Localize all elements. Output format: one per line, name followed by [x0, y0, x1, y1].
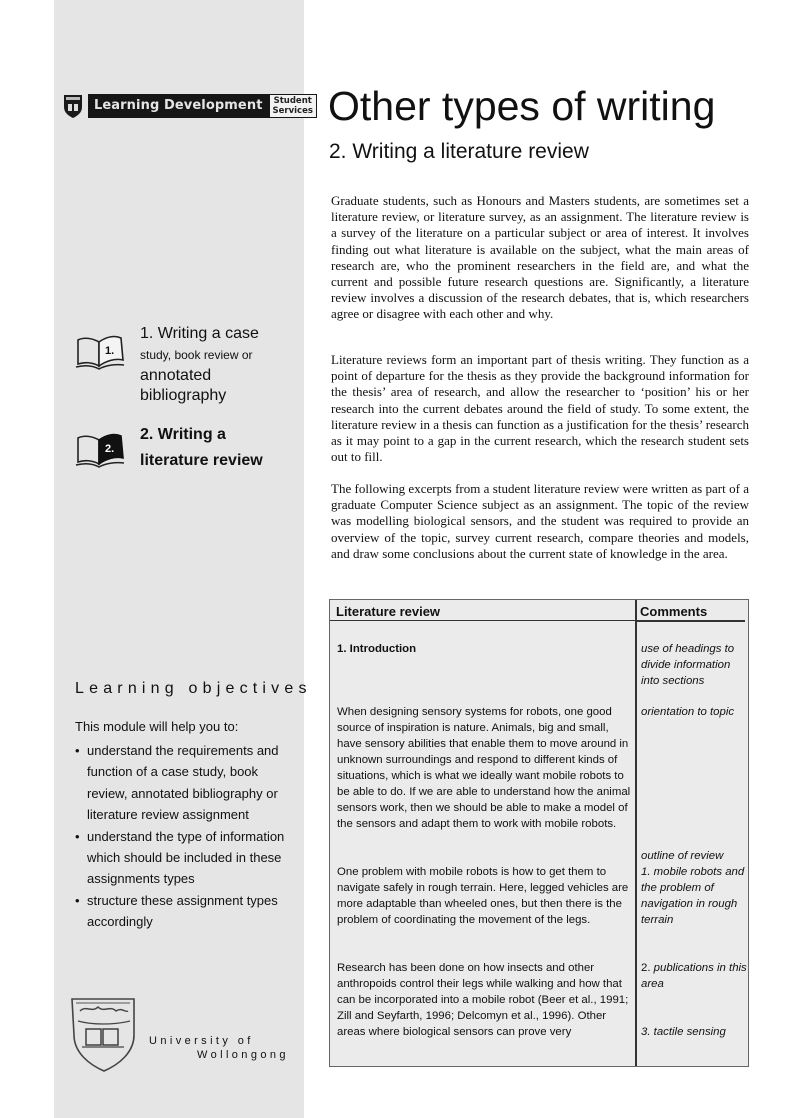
literature-review-table	[329, 599, 749, 1067]
module-1-line2: study, book review or	[140, 348, 253, 362]
objective-item: • understand the requirements and function of a case study, book review, annotated bibliography or literature review assignment	[75, 740, 300, 826]
page-title: Other types of writing	[328, 83, 716, 129]
column-header-comments: Comments	[640, 604, 708, 619]
intro-paragraph-3: The following excerpts from a student literature review were written as part of a graduate Computer Science subject as an assignment. The topic of the review was modelling biological sensors, and the student was required to provide an overview of the topic, survey current research, compare theories and models, and draw some conclusions about the current state of knowledge in the area.	[331, 481, 749, 561]
table-row-1-comment: use of headings to divide information into sections	[641, 643, 735, 687]
module-1-line4: bibliography	[140, 387, 227, 404]
column-header-literature-review: Literature review	[336, 604, 441, 619]
logo-main-text: Learning Development	[88, 94, 269, 118]
learning-development-logo	[62, 92, 317, 120]
table-row-4-comment-number: 2.	[641, 962, 651, 974]
university-name	[149, 1034, 289, 1062]
logo-sub-line1: Student	[273, 96, 312, 106]
logo-sub-line2: Services	[272, 106, 313, 116]
svg-text:1.: 1.	[105, 345, 115, 357]
sidebar	[54, 0, 304, 1118]
table-row-3-comment: 1. mobile robots and the problem of navigation in rough terrain	[641, 866, 745, 926]
module-2-line1: 2. Writing a	[140, 426, 226, 443]
svg-text:2.: 2.	[105, 443, 115, 455]
table-row-4-comment-text: publications in this area	[641, 962, 747, 990]
table-row-4-comment	[641, 960, 751, 992]
shield-crest-icon	[62, 93, 84, 119]
table-row-2-text: When designing sensory systems for robots, one good source of inspiration is nature. Animals, big and small, have sensory abilities that enable them to move around in unknown surroundings and respond to different kinds of situations, which is what we ideally want mobile robots to be able to do. If we are able to understand how the animal sensors work, then we should be able to make a model of the sensors and adapt them to work with mobile robots.	[337, 706, 631, 830]
learning-objectives-title: Learning objectives	[75, 680, 312, 697]
objective-item: • structure these assignment types accordingly	[75, 890, 300, 933]
module-1-line3: annotated	[140, 367, 212, 384]
intro-paragraph-1: Graduate students, such as Honours and Masters students, are sometimes set a literature review, or literature survey, as an assignment. The literature review is a survey of the literature on a particular subject or area of interest. It involves finding out what literature is available on the subject, what the main areas of research are, who the prominent researchers in the field are, and what the current and possible future research questions are. Significantly, a literature review involves a discussion of the research debates, that is, which researchers agree or disagree with each other and why.	[331, 193, 749, 322]
table-row-3-comment-title: outline of review	[641, 850, 724, 862]
column-divider	[635, 600, 637, 1066]
table-row-4-text: Research has been done on how insects and other anthropoids control their legs while walking and how that can be incorporated into a mobile robot (Beer et al., 1991; Zill and Seyfarth, 1996; Delcomyn et al., 1996). Other areas where biological sensors can prove very	[337, 962, 629, 1038]
logo-sub-text	[269, 94, 317, 118]
header-underline-comments	[637, 620, 745, 622]
page-subtitle: 2. Writing a literature review	[329, 140, 589, 163]
intro-paragraph-2: Literature reviews form an important part of thesis writing. They function as a point of departure for the thesis as they provide the background information for the thesis’ area of research, and allow the researcher to ‘position’ his or her research into the current debates around the field of study. To some extent, the literature review in a thesis can function as a justification for the thesis’ research as it may point to a gap in the current research, which the research student sets out to fill.	[331, 352, 749, 465]
module-nav-item-1[interactable]	[74, 324, 259, 406]
open-book-icon	[74, 332, 128, 372]
table-row-4-comment-2: 3. tactile sensing	[641, 1026, 726, 1038]
table-row-1-text: 1. Introduction	[337, 643, 417, 655]
module-1-line1: 1. Writing a case	[140, 325, 259, 342]
module-nav-item-2[interactable]	[74, 422, 263, 474]
open-book-filled-icon	[74, 430, 128, 470]
university-line1: University of	[149, 1035, 254, 1047]
header-underline	[330, 620, 635, 621]
table-row-2-comment: orientation to topic	[641, 706, 735, 718]
table-row-3-text: One problem with mobile robots is how to get them to navigate safely in rough terrain. Here, legged vehicles are more adaptable than wheeled ones, but then there is the problem of coordinating the movement of the legs.	[337, 866, 629, 926]
university-line2: Wollongong	[197, 1049, 289, 1061]
university-crest-icon	[68, 995, 140, 1073]
module-2-line2: literature review	[140, 452, 263, 469]
learning-objectives-list	[75, 740, 300, 933]
objective-item: • understand the type of information which should be included in these assignments types	[75, 826, 300, 890]
learning-objectives-intro: This module will help you to:	[75, 719, 239, 734]
